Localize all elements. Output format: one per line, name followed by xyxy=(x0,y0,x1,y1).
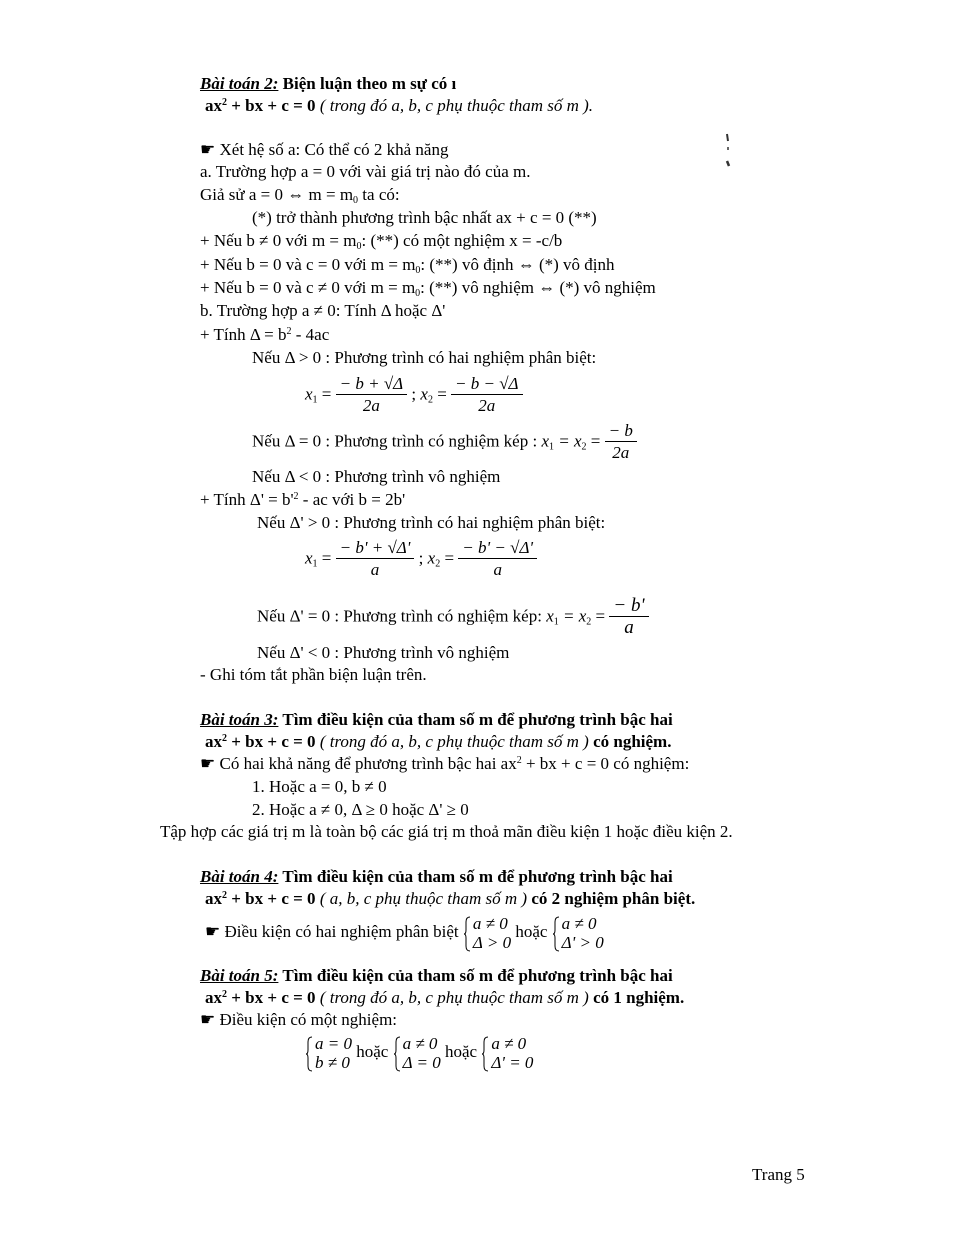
b5-eq-rest: + bx + c = 0 xyxy=(227,988,316,1007)
b3-title-rest: Tìm điều kiện của tham số m để phương trình bậc hai xyxy=(278,710,673,729)
b5-system-1 xyxy=(305,1034,352,1072)
b4-title: Bài toán 4: xyxy=(200,867,279,886)
hand-pointing-right-icon: ☛ xyxy=(200,754,216,773)
b2-line-1 xyxy=(200,140,448,160)
l11-s2: 2 xyxy=(581,441,587,453)
b2-l6a: + Nếu b = 0 và c = 0 với m = m xyxy=(200,255,416,274)
b2-l13a: + Tính Δ' = b' xyxy=(200,490,294,509)
b4-eq-rest: + bx + c = 0 xyxy=(227,889,316,908)
brace-icon xyxy=(393,1036,401,1072)
f2-num2: − b' − √Δ' xyxy=(458,538,537,559)
b4-eq-tail: có 2 nghiệm phân biệt. xyxy=(527,889,696,908)
b5-s2-r1: a ≠ 0 xyxy=(402,1034,438,1053)
b4-eq: ax xyxy=(205,889,222,908)
f1-eq1: = xyxy=(317,384,336,404)
b2-title: Bài toán 2: xyxy=(200,74,279,93)
b3-l1a: Có hai khả năng để phương trình bậc hai ax xyxy=(215,754,517,773)
margin-mark-icon xyxy=(724,133,732,167)
f1-s2: 2 xyxy=(427,394,433,406)
b5-s2-r2: Δ = 0 xyxy=(402,1053,441,1072)
b5-s3-r1: a ≠ 0 xyxy=(491,1034,527,1053)
b5-s1-r1: a = 0 xyxy=(315,1034,352,1053)
l15-den: a xyxy=(624,617,634,638)
b4-s1-r2: Δ > 0 xyxy=(472,933,512,952)
b2-formula-1 xyxy=(305,374,523,417)
b2-line-5 xyxy=(200,231,562,251)
l15-s1: 1 xyxy=(553,616,559,628)
b4-system-1 xyxy=(463,914,511,952)
b2-eq-rest: + bx + c = 0 xyxy=(227,96,316,115)
b2-l13b: - ac với b = 2b' xyxy=(298,490,406,509)
brace-icon xyxy=(463,916,471,952)
b4-title-rest: Tìm điều kiện của tham số m để phương trình bậc hai xyxy=(278,867,673,886)
b5-or-2: hoặc xyxy=(444,1041,478,1061)
b2-l3a: Giả sử a = 0 ⇔ m = m xyxy=(200,185,354,204)
b3-eq-note: ( trong đó a, b, c phụ thuộc tham số m ) xyxy=(315,732,589,751)
b2-line-8: b. Trường hợp a ≠ 0: Tính Δ hoặc Δ' xyxy=(200,301,446,320)
b2-l13-sup: 2 xyxy=(293,491,299,502)
hand-pointing-right-icon: ☛ xyxy=(205,921,221,941)
b2-l9b: - 4ac xyxy=(291,325,330,344)
b4-line-1 xyxy=(205,914,604,952)
b5-system-2 xyxy=(393,1034,441,1072)
l11-x1: x xyxy=(541,431,549,451)
f2-s1: 1 xyxy=(312,558,318,570)
b2-heading xyxy=(200,74,456,94)
b2-line-9 xyxy=(200,325,329,345)
b5-conditions xyxy=(305,1034,533,1072)
f1-den1: 2a xyxy=(362,396,380,415)
b2-l3-sub: 0 xyxy=(353,195,359,206)
b2-formula-2 xyxy=(305,538,537,581)
f1-eq2: = xyxy=(432,384,452,404)
l15-mid: = x xyxy=(558,606,587,626)
b2-line-11 xyxy=(252,421,637,464)
f2-num1: − b' + √Δ' xyxy=(336,538,415,559)
b4-equation xyxy=(205,889,695,909)
f2-frac-2 xyxy=(458,538,537,581)
l15-eq: = xyxy=(591,606,610,626)
b2-l9a: + Tính Δ = b xyxy=(200,325,287,344)
f1-frac-2 xyxy=(451,374,523,417)
b3-line-4: Tập hợp các giá trị m là toàn bộ các giá trị m thoả mãn điều kiện 1 hoặc điều kiện 2. xyxy=(160,822,733,841)
brace-icon xyxy=(305,1036,313,1072)
b2-eq-note: ( trong đó a, b, c phụ thuộc tham số m ). xyxy=(315,96,594,115)
b2-line-10: Nếu Δ > 0 : Phương trình có hai nghiệm phân biệt: xyxy=(252,348,597,367)
b3-l1-sup: 2 xyxy=(516,755,522,766)
b5-title-rest: Tìm điều kiện của tham số m để phương trình bậc hai xyxy=(278,966,673,985)
b2-l7a: + Nếu b = 0 và c ≠ 0 với m = m xyxy=(200,278,416,297)
b2-l3b: ta có: xyxy=(358,185,400,204)
hand-pointing-right-icon: ☛ xyxy=(200,1010,216,1029)
f2-eq2: = xyxy=(440,548,459,568)
f2-s2: 2 xyxy=(435,558,441,570)
b3-line-1 xyxy=(200,754,689,774)
hand-pointing-right-icon: ☛ xyxy=(200,140,216,159)
b5-or-1: hoặc xyxy=(356,1041,389,1061)
b2-title-rest: Biện luận theo m sự có ı xyxy=(278,74,457,93)
f2-den1: a xyxy=(370,560,380,579)
f1-x2: x xyxy=(420,384,428,404)
b2-line-16: Nếu Δ' < 0 : Phương trình vô nghiệm xyxy=(257,643,510,662)
b4-l1-text: Điều kiện có hai nghiệm phân biệt xyxy=(220,921,463,941)
l11-den: 2a xyxy=(612,443,630,462)
b2-l15-text: Nếu Δ' = 0 : Phương trình có nghiệm kép: xyxy=(257,606,547,626)
b3-heading xyxy=(200,710,673,730)
f1-sep: ; xyxy=(411,384,421,404)
b4-or: hoặc xyxy=(515,921,548,941)
b3-eq-tail: có nghiệm. xyxy=(588,732,672,751)
f1-x1: x xyxy=(305,384,313,404)
f2-x2: x xyxy=(427,548,436,568)
b2-line-13 xyxy=(200,490,405,510)
b3-eq: ax xyxy=(205,732,222,751)
b3-l1b: + bx + c = 0 có nghiệm: xyxy=(521,754,690,773)
l15-frac xyxy=(609,596,648,639)
f2-frac-1 xyxy=(336,538,415,581)
b2-l5-sub: 0 xyxy=(356,241,362,252)
b4-heading xyxy=(200,867,673,887)
b2-line-6 xyxy=(200,255,615,275)
l11-s1: 1 xyxy=(549,441,554,453)
b4-s1-r1: a ≠ 0 xyxy=(472,914,508,933)
b3-equation xyxy=(205,732,671,752)
b5-line-1 xyxy=(200,1010,397,1030)
f1-den2: 2a xyxy=(478,396,496,415)
b2-l7-sub: 0 xyxy=(415,288,421,299)
b2-l7b: : (**) vô nghiệm ⇔ (*) vô nghiệm xyxy=(420,278,656,297)
b2-line-17: - Ghi tóm tắt phần biện luận trên. xyxy=(200,665,427,684)
brace-icon xyxy=(552,916,560,952)
b2-l6-sub: 0 xyxy=(415,265,421,276)
b2-line-2: a. Trường hợp a = 0 với vài giá trị nào đó của m. xyxy=(200,162,531,181)
b2-line-4: (*) trở thành phương trình bậc nhất ax + c = 0 (**) xyxy=(252,208,597,227)
b2-l5a: + Nếu b ≠ 0 với m = m xyxy=(200,231,357,250)
b2-l6b: : (**) vô định ⇔ (*) vô định xyxy=(420,255,615,274)
f1-num2: − b − √Δ xyxy=(451,374,523,395)
b2-equation xyxy=(205,96,593,116)
f2-sep: ; xyxy=(418,548,428,568)
l15-s2: 2 xyxy=(586,616,592,628)
f2-x1: x xyxy=(305,548,313,568)
b5-equation xyxy=(205,988,684,1008)
l11-mid: = x xyxy=(554,431,582,451)
brace-icon xyxy=(481,1036,489,1072)
f1-num1: − b + √Δ xyxy=(336,374,408,395)
l11-frac xyxy=(605,421,637,464)
l11-eq: = xyxy=(586,431,605,451)
b2-eq-sup: 2 xyxy=(222,97,227,108)
b5-eq: ax xyxy=(205,988,222,1007)
f1-s1: 1 xyxy=(312,394,318,406)
b4-eq-sup: 2 xyxy=(222,890,227,901)
b4-system-2 xyxy=(552,914,604,952)
b2-l9-sup: 2 xyxy=(286,326,292,337)
b4-s2-r1: a ≠ 0 xyxy=(561,914,597,933)
f2-eq1: = xyxy=(317,548,336,568)
b5-s3-r2: Δ' = 0 xyxy=(491,1053,534,1072)
b5-system-3 xyxy=(481,1034,533,1072)
b5-eq-note: ( trong đó a, b, c phụ thuộc tham số m ) xyxy=(315,988,589,1007)
b5-eq-tail: có 1 nghiệm. xyxy=(588,988,685,1007)
b2-l5b: : (**) có một nghiệm x = -c/b xyxy=(361,231,563,250)
b4-s2-r2: Δ' > 0 xyxy=(561,933,604,952)
f2-den2: a xyxy=(493,560,502,579)
b2-line-15 xyxy=(257,596,649,639)
b3-line-2: 1. Hoặc a = 0, b ≠ 0 xyxy=(252,777,387,796)
b5-heading xyxy=(200,966,673,986)
b3-title: Bài toán 3: xyxy=(200,710,279,729)
l15-x1: x xyxy=(546,606,554,626)
b2-l1-text: Xét hệ số a: Có thể có 2 khả năng xyxy=(215,140,449,159)
b5-title: Bài toán 5: xyxy=(200,966,279,985)
b2-line-12: Nếu Δ < 0 : Phương trình vô nghiệm xyxy=(252,467,501,486)
l11-num: − b xyxy=(605,421,637,442)
b5-l1-text: Điều kiện có một nghiệm: xyxy=(215,1010,398,1029)
b3-eq-sup: 2 xyxy=(222,733,227,744)
f1-frac-1 xyxy=(336,374,408,417)
b5-eq-sup: 2 xyxy=(222,989,227,1000)
b5-s1-r2: b ≠ 0 xyxy=(315,1053,350,1072)
b2-l11-text: Nếu Δ = 0 : Phương trình có nghiệm kép : xyxy=(252,431,542,451)
l15-num: − b' xyxy=(609,596,648,617)
b2-eq: ax xyxy=(205,96,222,115)
b2-line-7 xyxy=(200,278,656,298)
b2-line-3 xyxy=(200,185,400,205)
b3-eq-rest: + bx + c = 0 xyxy=(227,732,316,751)
b2-line-14: Nếu Δ' > 0 : Phương trình có hai nghiệm phân biệt: xyxy=(257,513,606,532)
page-number: Trang 5 xyxy=(752,1165,805,1184)
b3-line-3: 2. Hoặc a ≠ 0, Δ ≥ 0 hoặc Δ' ≥ 0 xyxy=(252,800,469,819)
b4-eq-note: ( a, b, c phụ thuộc tham số m ) xyxy=(315,889,528,908)
